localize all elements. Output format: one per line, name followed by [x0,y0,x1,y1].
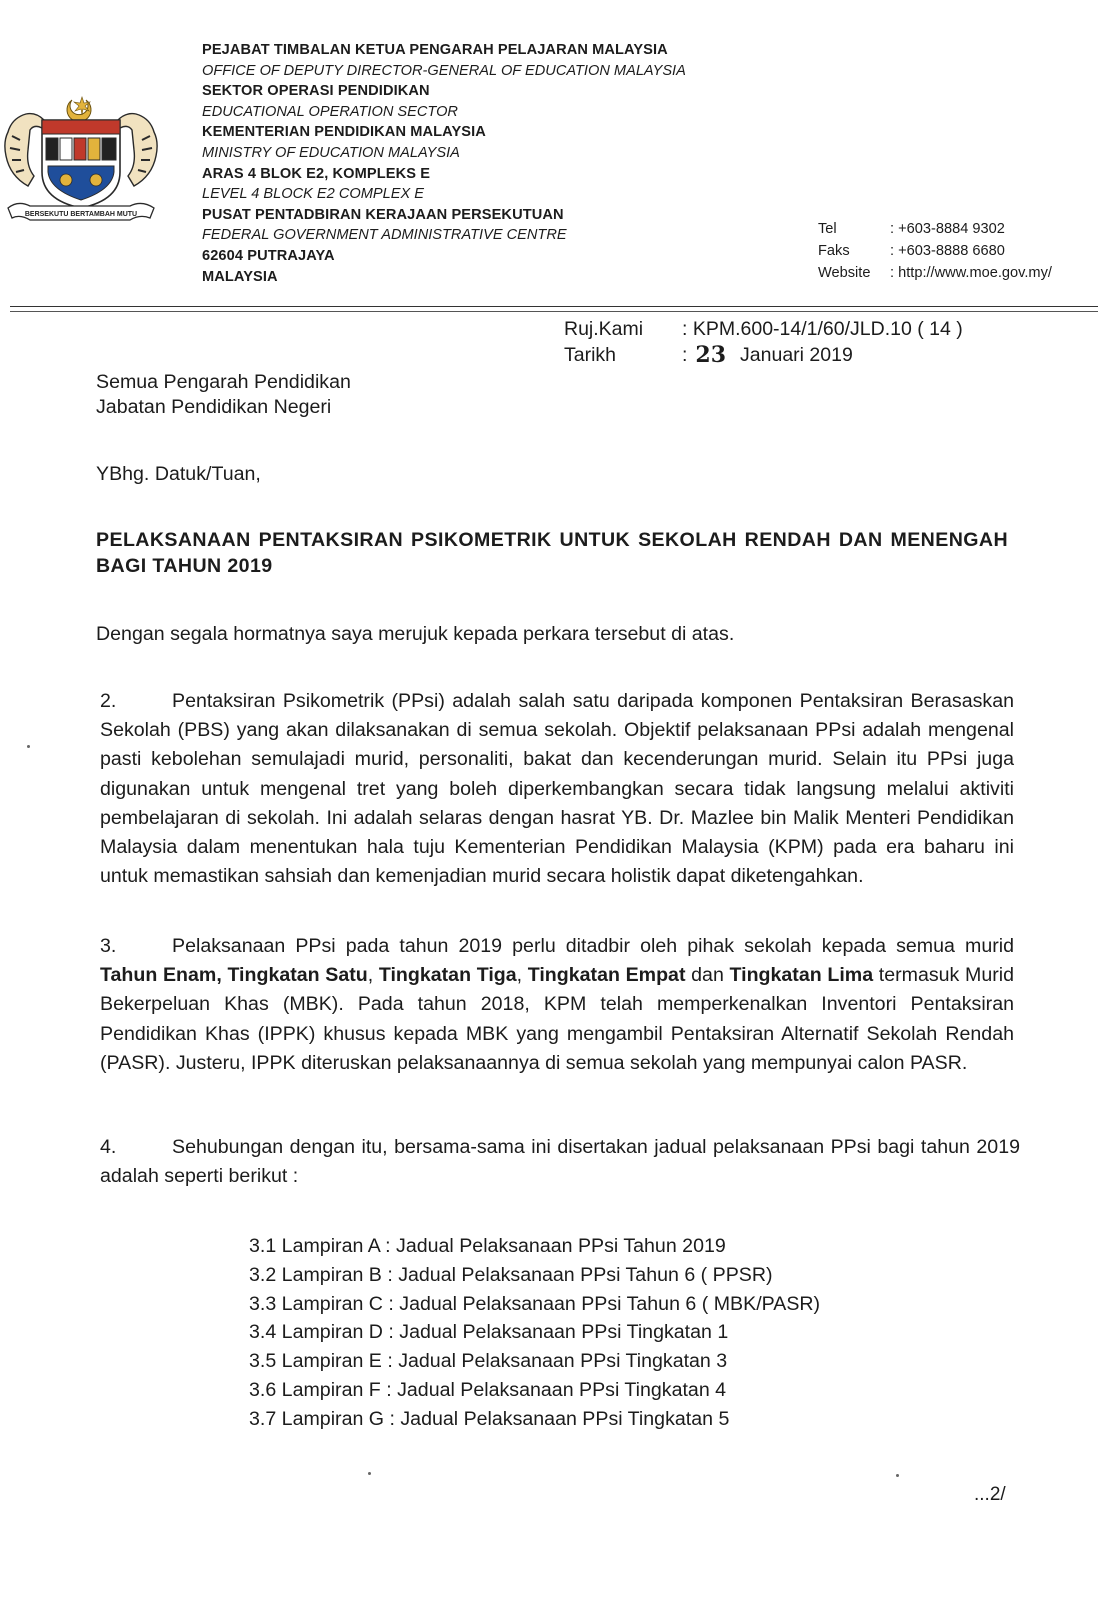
paragraph-text: dan [685,964,730,987]
handwritten-date-day: 23 [695,342,727,368]
header-line: SEKTOR OPERASI PENDIDIKAN [202,83,430,100]
header-line: MINISTRY OF EDUCATION MALAYSIA [202,144,460,161]
recipient-line: Semua Pengarah Pendidikan [96,371,351,393]
emphasis-text: Tingkatan Tiga [378,964,517,987]
header-line: PEJABAT TIMBALAN KETUA PENGARAH PELAJARAN MALAYSIA [202,42,668,58]
header-line: OFFICE OF DEPUTY DIRECTOR-GENERAL OF EDUCATION MALAYSIA [202,62,686,79]
list-item: 3.7 Lampiran G : Jadual Pelaksanaan PPsi Tingkatan 5 [249,1407,730,1430]
paragraph-text: , [516,964,528,987]
tel-label: Tel [818,221,837,237]
paragraph-3 [100,932,1014,1078]
salutation: YBhg. Datuk/Tuan, [96,463,261,485]
date-colon: : [682,344,688,366]
paragraph-text: Pelaksanaan PPsi pada tahun 2019 perlu ditadbir oleh pihak sekolah kepada semua murid [172,935,1014,957]
header-divider [10,306,1098,307]
header-line: MALAYSIA [202,268,278,285]
paragraph-text: termasuk Murid Bekerpeluan Khas (MBK). Pada tahun 2018, KPM telah memperkenalkan Inventori Pentaksiran Pendidikan Khas (IPPK) khusus kepada MBK yang mengambil Pentaksiran Alternatif Sekolah Rendah (PASR). Justeru, IPPK diteruskan pelaksanaannya di semua sekolah yang mempunyai calon PASR. [100,964,1014,1074]
ref-label: Ruj.Kami [564,318,644,340]
list-item: 3.6 Lampiran F : Jadual Pelaksanaan PPsi Tingkatan 4 [249,1378,727,1401]
ref-value: : KPM.600-14/1/60/JLD.10 ( 14 ) [682,318,963,340]
scan-speck [27,745,30,748]
emphasis-text: Tahun Enam, Tingkatan Satu [100,964,368,987]
coat-of-arms-logo [2,92,160,242]
website-label: Website [818,265,871,281]
page-continuation: ...2/ [974,1484,1006,1505]
letterhead-address [202,40,686,287]
header-line: EDUCATIONAL OPERATION SECTOR [202,103,458,120]
date-month-year: Januari 2019 [740,344,853,366]
header-line: KEMENTERIAN PENDIDIKAN MALAYSIA [202,124,486,141]
list-item: 3.1 Lampiran A : Jadual Pelaksanaan PPsi Tahun 2019 [249,1235,726,1257]
contact-details [818,218,1052,284]
list-item: 3.4 Lampiran D : Jadual Pelaksanaan PPsi Tingkatan 1 [249,1321,729,1344]
list-item: 3.3 Lampiran C : Jadual Pelaksanaan PPsi Tahun 6 ( MBK/PASR) [249,1292,821,1315]
fax-value: : +603-8888 6680 [890,243,1005,259]
header-line: FEDERAL GOVERNMENT ADMINISTRATIVE CENTRE [202,227,567,244]
paragraph-number: 3. [100,935,117,957]
header-line: ARAS 4 BLOK E2, KOMPLEKS E [202,165,431,182]
scan-speck [368,1472,371,1475]
header-line: LEVEL 4 BLOCK E2 COMPLEX E [202,186,424,203]
paragraph-text: Pentaksiran Psikometrik (PPsi) adalah salah satu daripada komponen Pentaksiran Berasaskan Sekolah (PBS) yang akan dilaksanakan di semua sekolah. Objektif pelaksanaan PPsi adalah mengenal pasti kebolehan semulajadi murid, personaliti, bakat dan kecenderungan murid. Selain itu PPsi juga digunakan untuk mengenal tret yang boleh diperkembangkan secara tidak langsung melalui aktiviti pembelajaran di sekolah. Ini adalah selaras dengan hasrat YB. Dr. Mazlee bin Malik Menteri Pendidikan Malaysia dalam menentukan hala tuju Kementerian Pendidikan Malaysia (KPM) pada era baharu ini untuk memastikan sahsiah dan kemenjadian murid secara holistik dapat diketengahkan. [100,690,1014,888]
website-value: : http://www.moe.gov.my/ [890,265,1052,281]
paragraph-text: , [367,964,379,987]
header-line: 62604 PUTRAJAYA [202,247,335,264]
header-divider [10,311,1098,312]
paragraph-2 [100,687,1014,891]
date-label: Tarikh [564,344,617,366]
reference-block [564,316,963,368]
scan-speck [896,1474,899,1477]
emphasis-text: Tingkatan Empat [527,964,686,987]
recipient-line: Jabatan Pendidikan Negeri [96,396,332,418]
tel-value: : +603-8884 9302 [890,221,1005,237]
paragraph-number: 4. [100,1136,117,1158]
svg-text:BERSEKUTU BERTAMBAH MUTU: BERSEKUTU BERTAMBAH MUTU [24,211,138,218]
opening-paragraph: Dengan segala hormatnya saya merujuk kepada perkara tersebut di atas. [96,623,735,645]
list-item: 3.5 Lampiran E : Jadual Pelaksanaan PPsi Tingkatan 3 [249,1350,728,1373]
paragraph-number: 2. [100,690,117,712]
attachment-list [249,1232,820,1434]
header-line: PUSAT PENTADBIRAN KERAJAAN PERSEKUTUAN [202,206,564,223]
paragraph-4 [100,1133,1020,1191]
letter-subject: PELAKSANAAN PENTAKSIRAN PSIKOMETRIK UNTUK SEKOLAH RENDAH DAN MENENGAH BAGI TAHUN 2019 [96,529,1008,577]
fax-label: Faks [818,243,850,259]
list-item: 3.2 Lampiran B : Jadual Pelaksanaan PPsi Tahun 6 ( PPSR) [249,1263,773,1286]
paragraph-text: Sehubungan dengan itu, bersama-sama ini disertakan jadual pelaksanaan PPsi bagi tahun 2019 adalah seperti berikut : [100,1136,1020,1188]
recipient-address [96,370,351,420]
emphasis-text: Tingkatan Lima [729,964,874,987]
